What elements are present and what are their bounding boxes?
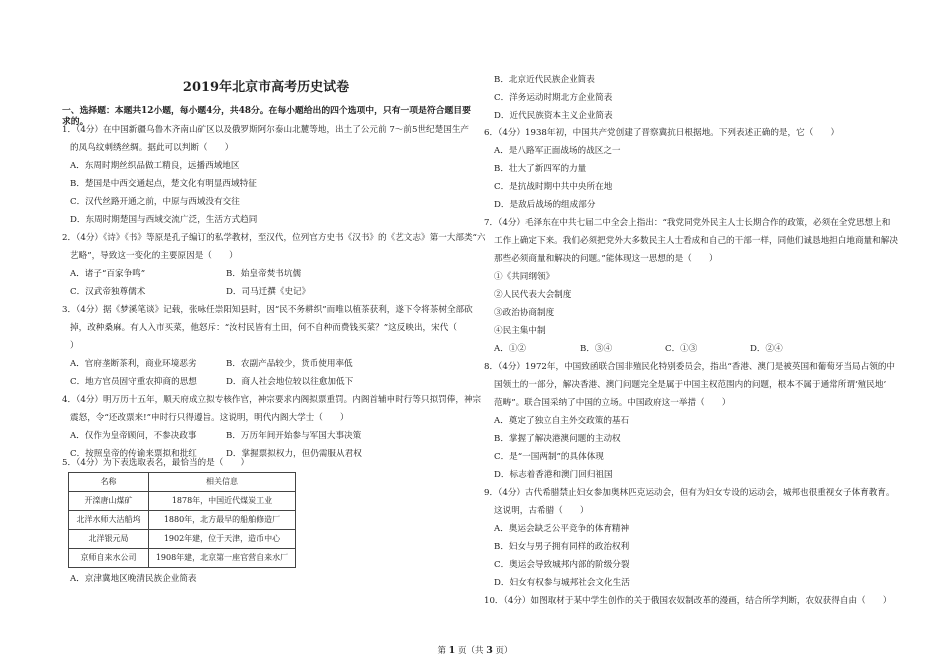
q4-option-b: B．万历年间开始参与军国大事决策 [226, 431, 362, 441]
q7-item-1: ①《共同纲领》 [494, 272, 555, 282]
q8-option-b: B．掌握了解决港澳问题的主动权 [494, 434, 621, 444]
q4-stem-line1: 4．（4分）明万历十五年，顺天府成立拟专核作官，神宗要求内阁拟票重罚。内阁首辅申时行等只拟罚俸，神宗 [62, 395, 482, 405]
table-cell-name: 京师自来水公司 [69, 549, 149, 568]
q7-item-4: ④民主集中制 [494, 326, 546, 336]
q7-item-2: ②人民代表大会制度 [494, 290, 572, 300]
footer-suffix: 页） [495, 646, 513, 656]
q6-option-d: D．是敌后战场的组成部分 [494, 200, 596, 210]
q8-option-d: D．标志着香港和澳门回归祖国 [494, 470, 613, 480]
q7-option-d: D．②④ [750, 344, 783, 354]
q9-option-d: D．妇女有权参与城邦社会文化生活 [494, 578, 630, 588]
q8-stem-line3: 范畴”。联合国采纳了中国的立场。中国政府这一举措（ ） [494, 398, 731, 408]
q3-stem-line2: 掉，改种桑麻。有人入市买菜，他怒斥：“汝村民皆有土田，何不自种而费钱买菜？”这反映出，宋代（ [70, 323, 457, 333]
q2-option-c: C．汉武帝独尊儒术 [70, 287, 146, 297]
q4-option-a: A．仅作为皇帝顾问，不参决政事 [70, 431, 197, 441]
q9-option-b: B．妇女与男子拥有同样的政治权利 [494, 542, 630, 552]
q3-option-d: D．商人社会地位较以往愈加低下 [226, 377, 354, 387]
table-cell-info: 1902年建，位于天津，造币中心 [149, 530, 296, 549]
q9-stem-line2: 这说明，古希腊（ ） [494, 506, 589, 516]
q1-option-a: A．东周时期丝织品做工精良，远播西域地区 [70, 161, 240, 171]
q4-option-c: C．按照皇帝的传谕来票拟和批红 [70, 449, 197, 459]
q7-stem-line2: 工作上确定下来。我们必须把党外大多数民主人士看成和自己的干部一样，同他们诚恳地担白地商量和解决 [494, 236, 898, 246]
footer-page-number: 1 [448, 645, 456, 656]
table-header-row [69, 473, 296, 492]
section-heading: 一、选择题：本题共12小题，每小题4分，共48分。在每小题给出的四个选项中，只有一项是符合题目要求的。 [62, 106, 471, 127]
q4-option-d: D．掌握票拟权力，但仍需服从君权 [226, 449, 362, 459]
table-header-name: 名称 [69, 473, 149, 492]
q6-stem: 6．（4分）1938年初，中国共产党创建了晋察冀抗日根据地。下列表述正确的是，它（ ） [484, 128, 840, 138]
table-cell-info: 1908年建，北京第一座官营自来水厂 [149, 549, 296, 568]
q8-stem-line1: 8．（4分）1972年，中国致函联合国非殖民化特别委员会，指出“香港、澳门是被英国和葡萄牙当局占领的中 [484, 362, 896, 372]
q10-stem: 10．（4分）如图取材于某中学生创作的关于俄国农奴制改革的漫画，结合所学判断，农奴获得自由（ ） [484, 596, 892, 606]
table-cell-name: 北洋水师大沽船坞 [69, 511, 149, 530]
table-header-info: 相关信息 [149, 473, 296, 492]
table-row [69, 530, 296, 549]
q6-option-a: A．是八路军正面战场的战区之一 [494, 146, 621, 156]
q2-option-b: B．始皇帝焚书坑儒 [226, 269, 302, 279]
page-title: 2019年北京市高考历史试卷 [182, 80, 350, 95]
q4-stem-line2: 震怒，令“还改票来!”申时行只得遵旨。这说明，明代内阁大学士（ ） [70, 413, 349, 423]
q9-stem-line1: 9．（4分）古代希腊禁止妇女参加奥林匹克运动会，但有为妇女专设的运动会，城邦也很重视女子体育教育。 [484, 488, 895, 498]
footer-total-pages: 3 [486, 645, 493, 656]
q3-stem-line1: 3．（4分）据《梦溪笔谈》记载，张咏任崇阳知县时，因“民不务耕织”而唯以植茶获利，遂下令将茶树全部砍 [62, 305, 473, 315]
page-footer [0, 645, 950, 657]
q1-option-d: D．东周时期楚国与西域交流广泛，生活方式趋同 [70, 215, 258, 225]
q2-stem-line1: 2．（4分）《诗》《书》等原是孔子编订的私学教材，至汉代，位列官方史书《汉书》的《艺文志》第一大部类“六 [62, 233, 486, 243]
q3-stem-line3: ） [70, 341, 79, 351]
q5-option-b: B．北京近代民族企业简表 [494, 75, 595, 85]
table-cell-name: 北洋银元局 [69, 530, 149, 549]
q6-option-b: B．壮大了新四军的力量 [494, 164, 587, 174]
q8-option-a: A．奠定了独立自主外交政策的基石 [494, 416, 630, 426]
q7-option-a: A．①② [494, 344, 526, 354]
q9-option-c: C．奥运会导致城邦内部的阶级分裂 [494, 560, 630, 570]
table-row [69, 511, 296, 530]
q2-option-a: A．诸子“百家争鸣” [70, 269, 146, 279]
q8-stem-line2: 国领土的一部分，解决香港、澳门问题完全是属于中国主权范围内的问题，根本不属于通常所谓‘殖民地’ [494, 380, 887, 390]
q7-item-3: ③政治协商制度 [494, 308, 555, 318]
table-cell-info: 1880年，北方最早的船舶修造厂 [149, 511, 296, 530]
table-cell-name: 开滦唐山煤矿 [69, 492, 149, 511]
q1-stem-line2: 的凤鸟纹刺绣丝绸。据此可以判断（ ） [70, 143, 234, 153]
q5-info-table [68, 472, 296, 568]
q5-stem: 5．（4分）为下表选取表名，最恰当的是（ ） [62, 458, 250, 468]
q8-option-c: C．是“一国两制”的具体体现 [494, 452, 604, 462]
q5-option-a: A．京津冀地区晚清民族企业简表 [70, 574, 197, 584]
table-row [69, 492, 296, 511]
q3-option-a: A．官府垄断茶利，商业环境恶劣 [70, 359, 197, 369]
q1-option-b: B．楚国是中西交通起点，楚文化有明显西域特征 [70, 179, 257, 189]
footer-middle: 页（共 [457, 646, 484, 656]
q7-option-b: B．③④ [580, 344, 613, 354]
table-cell-info: 1878年，中国近代煤炭工业 [149, 492, 296, 511]
table-row [69, 549, 296, 568]
q2-option-d: D．司马迁撰《史记》 [226, 287, 311, 297]
footer-prefix: 第 [437, 646, 446, 656]
q5-option-d: D．近代民族资本主义企业简表 [494, 111, 613, 121]
q9-option-a: A．奥运会缺乏公平竞争的体育精神 [494, 524, 630, 534]
q6-option-c: C．是抗战时期中共中央所在地 [494, 182, 613, 192]
q3-option-c: C．地方官员固守重农抑商的思想 [70, 377, 197, 387]
q7-stem-line1: 7．（4分）毛泽东在中共七届二中全会上指出：“我党同党外民主人士长期合作的政策，必须在全党思想上和 [484, 218, 891, 228]
q1-stem-line1: 1．（4分）在中国新疆乌鲁木齐南山矿区以及俄罗斯阿尔泰山北麓等地，出土了公元前 7～前5世纪楚国生产 [62, 125, 470, 135]
q2-stem-line2: 艺略”，导致这一变化的主要原因是（ ） [70, 251, 238, 261]
q1-option-c: C．汉代丝路开通之前，中原与西域没有交往 [70, 197, 240, 207]
q7-option-c: C．①③ [665, 344, 698, 354]
q5-option-c: C．洋务运动时期北方企业简表 [494, 93, 613, 103]
q3-option-b: B．农副产品较少，货币使用率低 [226, 359, 353, 369]
q7-stem-line3: 那些必须商量和解决的问题。”能体现这一思想的是（ ） [494, 254, 718, 264]
